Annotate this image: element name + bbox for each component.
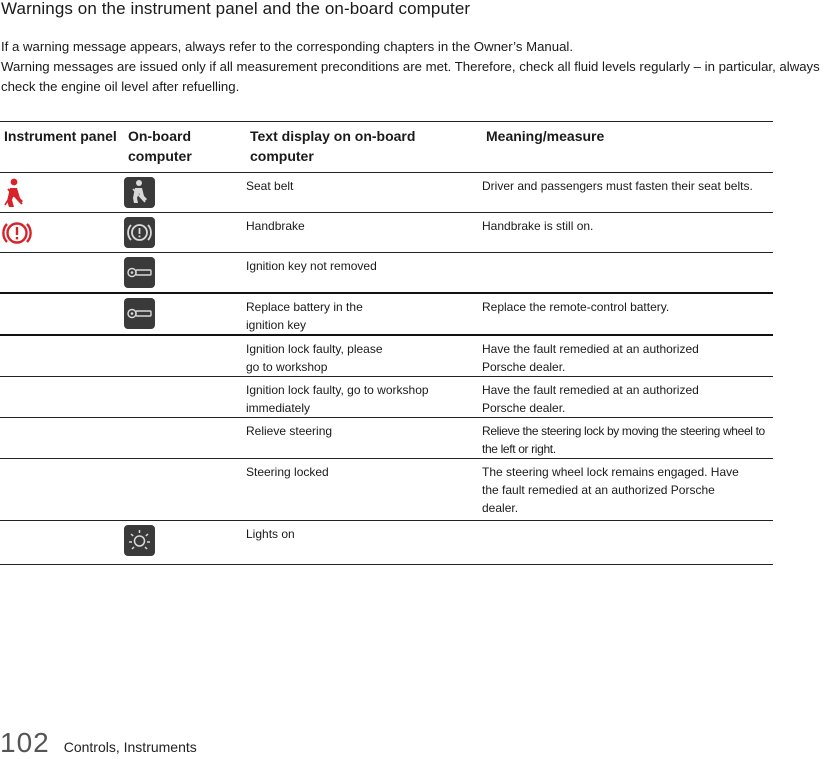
instrument-panel-cell xyxy=(0,293,124,335)
table-row xyxy=(0,417,773,458)
seatbelt-warning-icon xyxy=(0,177,34,209)
page-footer xyxy=(0,727,197,759)
meaning-cell xyxy=(482,520,773,564)
text-display-cell: Seat belt xyxy=(246,173,482,213)
table-header-row xyxy=(0,122,773,173)
warnings-table xyxy=(0,121,773,565)
text-display-cell: Handbrake xyxy=(246,213,482,253)
header-text-display: Text display on on-board computer xyxy=(250,128,416,164)
text-display-cell xyxy=(246,253,482,293)
text-display-cell xyxy=(246,335,482,377)
meaning-cell: Relieve the steering lock by moving the steering wheel to the left or right. xyxy=(482,417,773,458)
page-title: Warnings on the instrument panel and the on-board computer xyxy=(1,0,471,18)
on-board-computer-cell xyxy=(124,293,246,335)
meaning-value: Have the fault remedied at an authorized Porsche dealer. xyxy=(482,382,699,415)
text-display-cell: Steering locked xyxy=(246,458,482,520)
on-board-computer-cell xyxy=(124,213,246,253)
text-display-cell: Relieve steering xyxy=(246,417,482,458)
meaning-cell xyxy=(482,253,773,293)
on-board-computer-cell xyxy=(124,417,246,458)
instrument-panel-cell xyxy=(0,520,124,564)
header-on-board-computer: On-board computer xyxy=(128,128,192,164)
text-display-value: Replace battery in the ignition key xyxy=(246,299,363,332)
meaning-value: Have the fault remedied at an authorized Porsche dealer. xyxy=(482,341,699,374)
table-row xyxy=(0,213,773,253)
meaning-cell: Replace the remote-control battery. xyxy=(482,293,773,335)
table-row xyxy=(0,173,773,213)
table-row xyxy=(0,376,773,417)
handbrake-warning-icon xyxy=(0,217,34,249)
text-display-value: Ignition key not removed xyxy=(246,259,377,273)
instrument-panel-cell xyxy=(0,335,124,377)
table-row xyxy=(0,520,773,564)
on-board-computer-cell xyxy=(124,376,246,417)
ignition-key-icon xyxy=(124,298,155,329)
text-display-value: Ignition lock faulty, go to workshop immediately xyxy=(246,382,429,415)
on-board-computer-cell xyxy=(124,173,246,213)
instrument-panel-cell xyxy=(0,253,124,293)
meaning-cell xyxy=(482,376,773,417)
instrument-panel-cell xyxy=(0,376,124,417)
section-title: Controls, Instruments xyxy=(63,739,197,755)
instrument-panel-cell xyxy=(0,213,124,253)
meaning-cell: Handbrake is still on. xyxy=(482,213,773,253)
table-row xyxy=(0,293,773,335)
lights-icon xyxy=(124,525,155,556)
meaning-cell xyxy=(482,458,773,520)
header-meaning: Meaning/measure xyxy=(486,128,605,144)
on-board-computer-cell xyxy=(124,520,246,564)
text-display-cell xyxy=(246,376,482,417)
instrument-panel-cell xyxy=(0,458,124,520)
text-display-value: Ignition lock faulty, please go to workshop xyxy=(246,341,383,374)
intro-text xyxy=(1,37,831,97)
on-board-computer-cell xyxy=(124,253,246,293)
meaning-cell: Driver and passengers must fasten their seat belts. xyxy=(482,173,773,213)
text-display-cell: Lights on xyxy=(246,520,482,564)
instrument-panel-cell xyxy=(0,417,124,458)
on-board-computer-cell xyxy=(124,335,246,377)
intro-line-2: Warning messages are issued only if all measurement preconditions are met. Therefore, check all fluid levels regularly – in particular, always check the engine oil level after refuelling. xyxy=(1,59,820,94)
meaning-value: The steering wheel lock remains engaged. Have the fault remedied at an authorized Porsche dealer. xyxy=(482,464,739,515)
instrument-panel-cell xyxy=(0,173,124,213)
meaning-cell xyxy=(482,335,773,377)
ignition-key-icon xyxy=(124,257,155,288)
handbrake-icon xyxy=(124,217,155,248)
seatbelt-icon xyxy=(124,177,155,208)
text-display-cell xyxy=(246,293,482,335)
header-instrument-panel: Instrument panel xyxy=(4,128,117,144)
table-row xyxy=(0,335,773,377)
table-row xyxy=(0,458,773,520)
on-board-computer-cell xyxy=(124,458,246,520)
page-number: 102 xyxy=(0,727,50,758)
intro-line-1: If a warning message appears, always refer to the corresponding chapters in the Owner’s Manual. xyxy=(1,39,574,54)
table-row xyxy=(0,253,773,293)
